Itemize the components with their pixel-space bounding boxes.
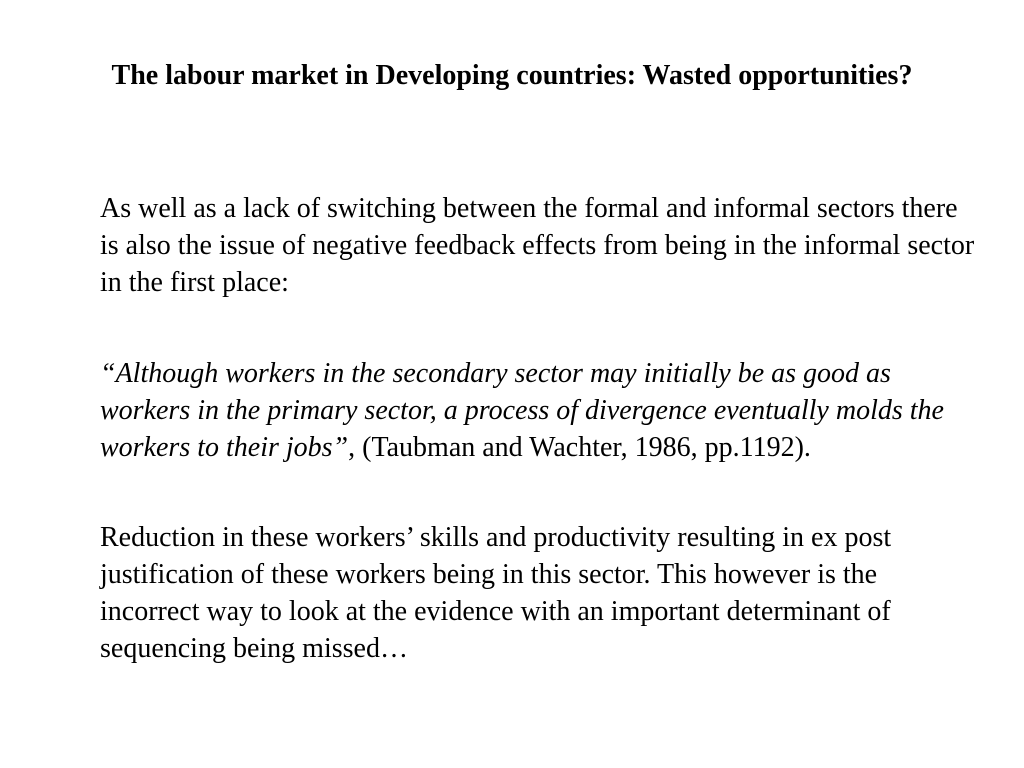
paragraph-quote: [100, 355, 980, 466]
quote-citation: , (Taubman and Wachter, 1986, pp.1192).: [348, 432, 811, 463]
slide-title: The labour market in Developing countries: Wasted opportunities?: [111, 60, 913, 91]
quote-text: “Although workers in the secondary sector may initially be as good as workers in the primary sector, a process of divergence eventually molds the workers to their jobs”: [100, 358, 944, 463]
paragraph-conclusion: Reduction in these workers’ skills and productivity resulting in ex post justification of these workers being in this sector. This however is the incorrect way to look at the evidence with an important determinant of sequencing being missed…: [100, 522, 892, 664]
paragraph-intro: As well as a lack of switching between the formal and informal sectors there is also the issue of negative feedback effects from being in the informal sector in the first place:: [100, 193, 975, 298]
